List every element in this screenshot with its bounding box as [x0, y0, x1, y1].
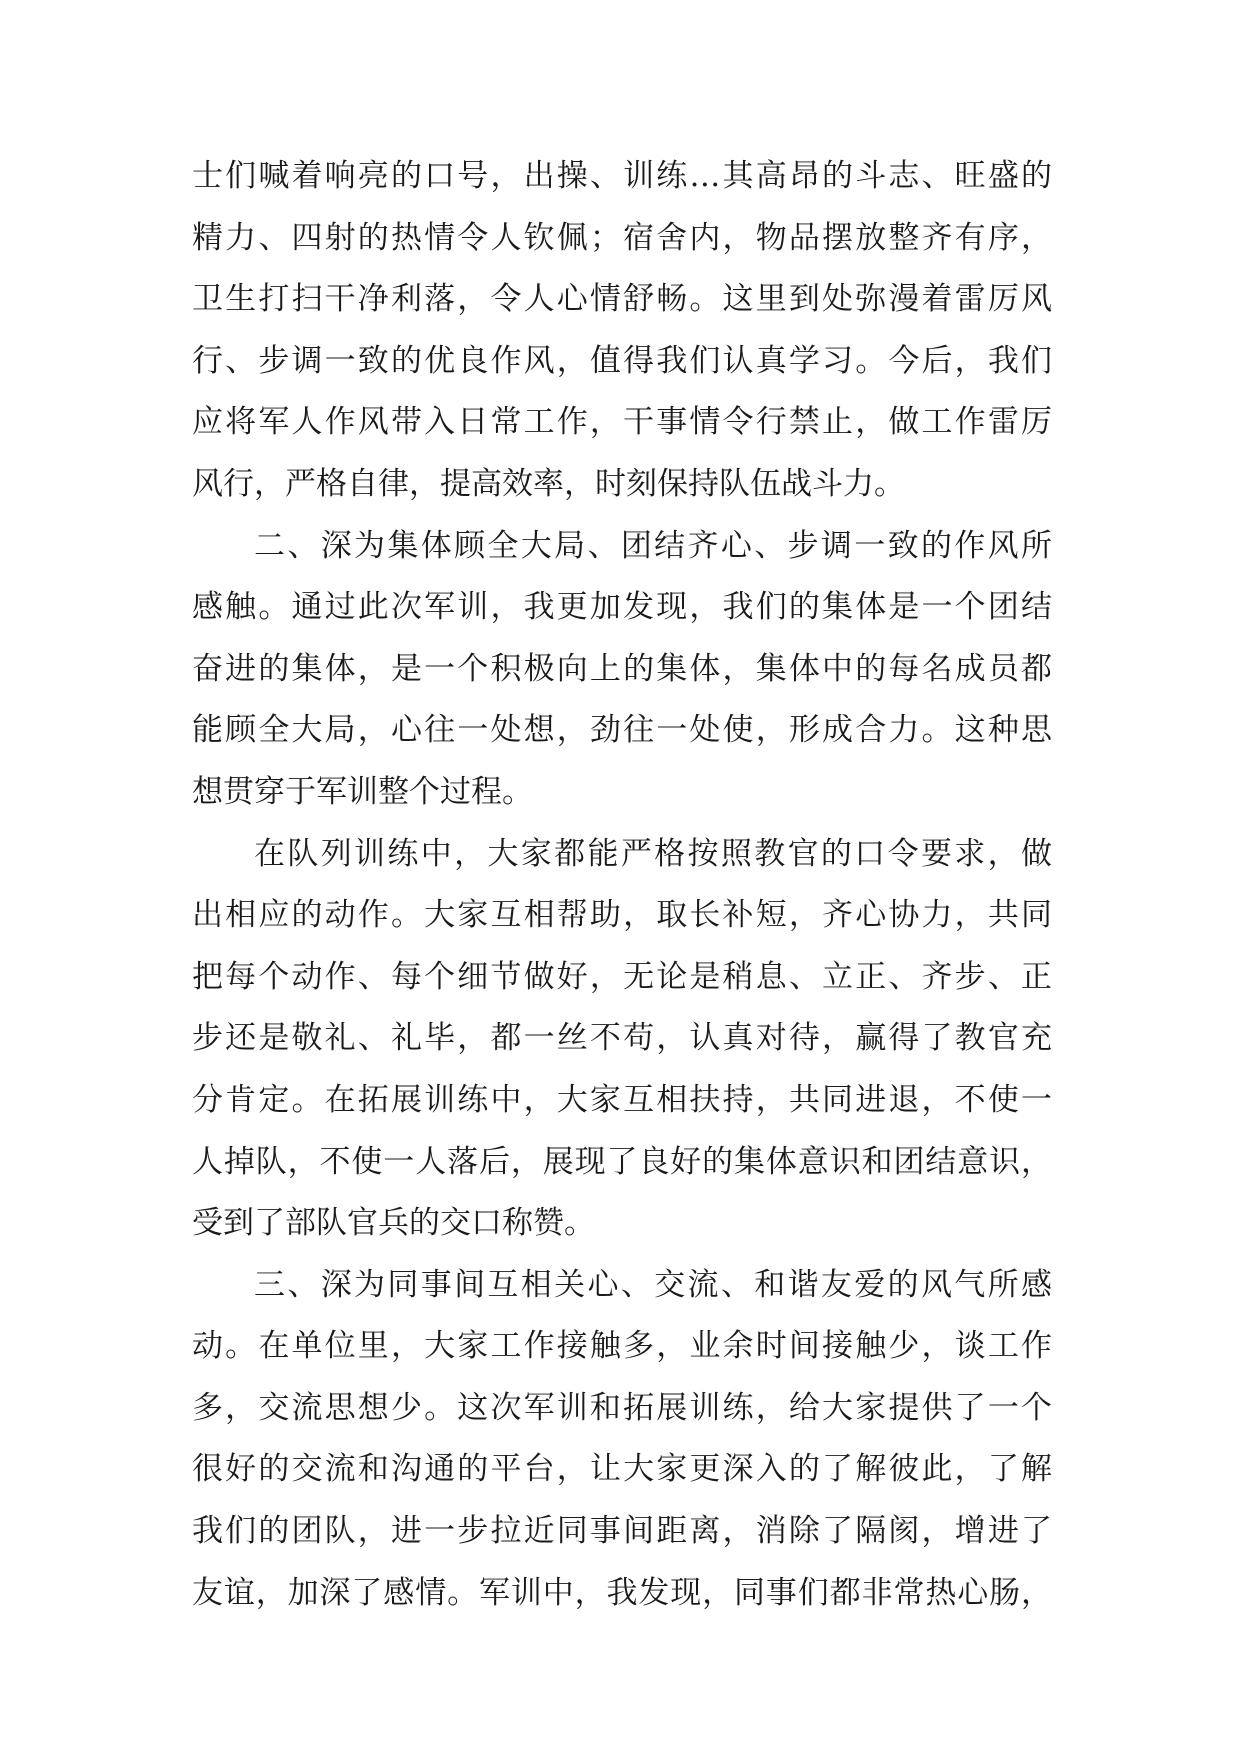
text-line: 人掉队，不使一人落后，展现了良好的集体意识和团结意识， — [192, 1143, 1052, 1180]
text-line: 动。在单位里，大家工作接触多，业余时间接触少，谈工作 — [192, 1328, 1052, 1365]
text-line: 行、步调一致的优良作风，值得我们认真学习。今后，我们 — [192, 342, 1052, 379]
paragraph-heading-2: 二、深为集体顾全大局、团结齐心、步调一致的作风所 — [254, 527, 1052, 564]
text-line: 步还是敬礼、礼毕，都一丝不苟，认真对待，赢得了教官充 — [192, 1020, 1052, 1057]
text-line: 奋进的集体，是一个积极向上的集体，集体中的每名成员都 — [192, 650, 1052, 687]
text-line: 风行，严格自律，提高效率，时刻保持队伍战斗力。 — [192, 465, 905, 502]
text-line: 士们喊着响亮的口号，出操、训练…其高昂的斗志、旺盛的 — [192, 158, 1052, 194]
text-line: 受到了部队官兵的交口称赞。 — [192, 1205, 595, 1242]
text-line: 出相应的动作。大家互相帮助，取长补短，齐心协力，共同 — [192, 897, 1052, 934]
text-line: 多，交流思想少。这次军训和拓展训练，给大家提供了一个 — [192, 1389, 1052, 1426]
text-line: 把每个动作、每个细节做好，无论是稍息、立正、齐步、正 — [192, 958, 1052, 995]
text-line: 精力、四射的热情令人钦佩；宿舍内，物品摆放整齐有序， — [192, 219, 1052, 256]
text-line: 友谊，加深了感情。军训中，我发现，同事们都非常热心肠， — [192, 1574, 1052, 1611]
text-line: 我们的团队，进一步拉近同事间距离，消除了隔阂，增进了 — [192, 1513, 1052, 1550]
text-line: 想贯穿于军训整个过程。 — [192, 773, 533, 810]
document-body — [192, 146, 1052, 1624]
text-line: 感触。通过此次军训，我更加发现，我们的集体是一个团结 — [192, 589, 1052, 626]
paragraph-heading-3: 三、深为同事间互相关心、交流、和谐友爱的风气所感 — [254, 1266, 1052, 1303]
text-line: 能顾全大局，心往一处想，劲往一处使，形成合力。这种思 — [192, 712, 1052, 749]
text-line: 应将军人作风带入日常工作，干事情令行禁止，做工作雷厉 — [192, 404, 1052, 441]
text-line: 很好的交流和沟通的平台，让大家更深入的了解彼此，了解 — [192, 1451, 1052, 1488]
paragraph-start: 在队列训练中，大家都能严格按照教官的口令要求，做 — [254, 835, 1052, 872]
text-line: 卫生打扫干净利落，令人心情舒畅。这里到处弥漫着雷厉风 — [192, 281, 1052, 318]
text-line: 分肯定。在拓展训练中，大家互相扶持，共同进退，不使一 — [192, 1081, 1052, 1118]
